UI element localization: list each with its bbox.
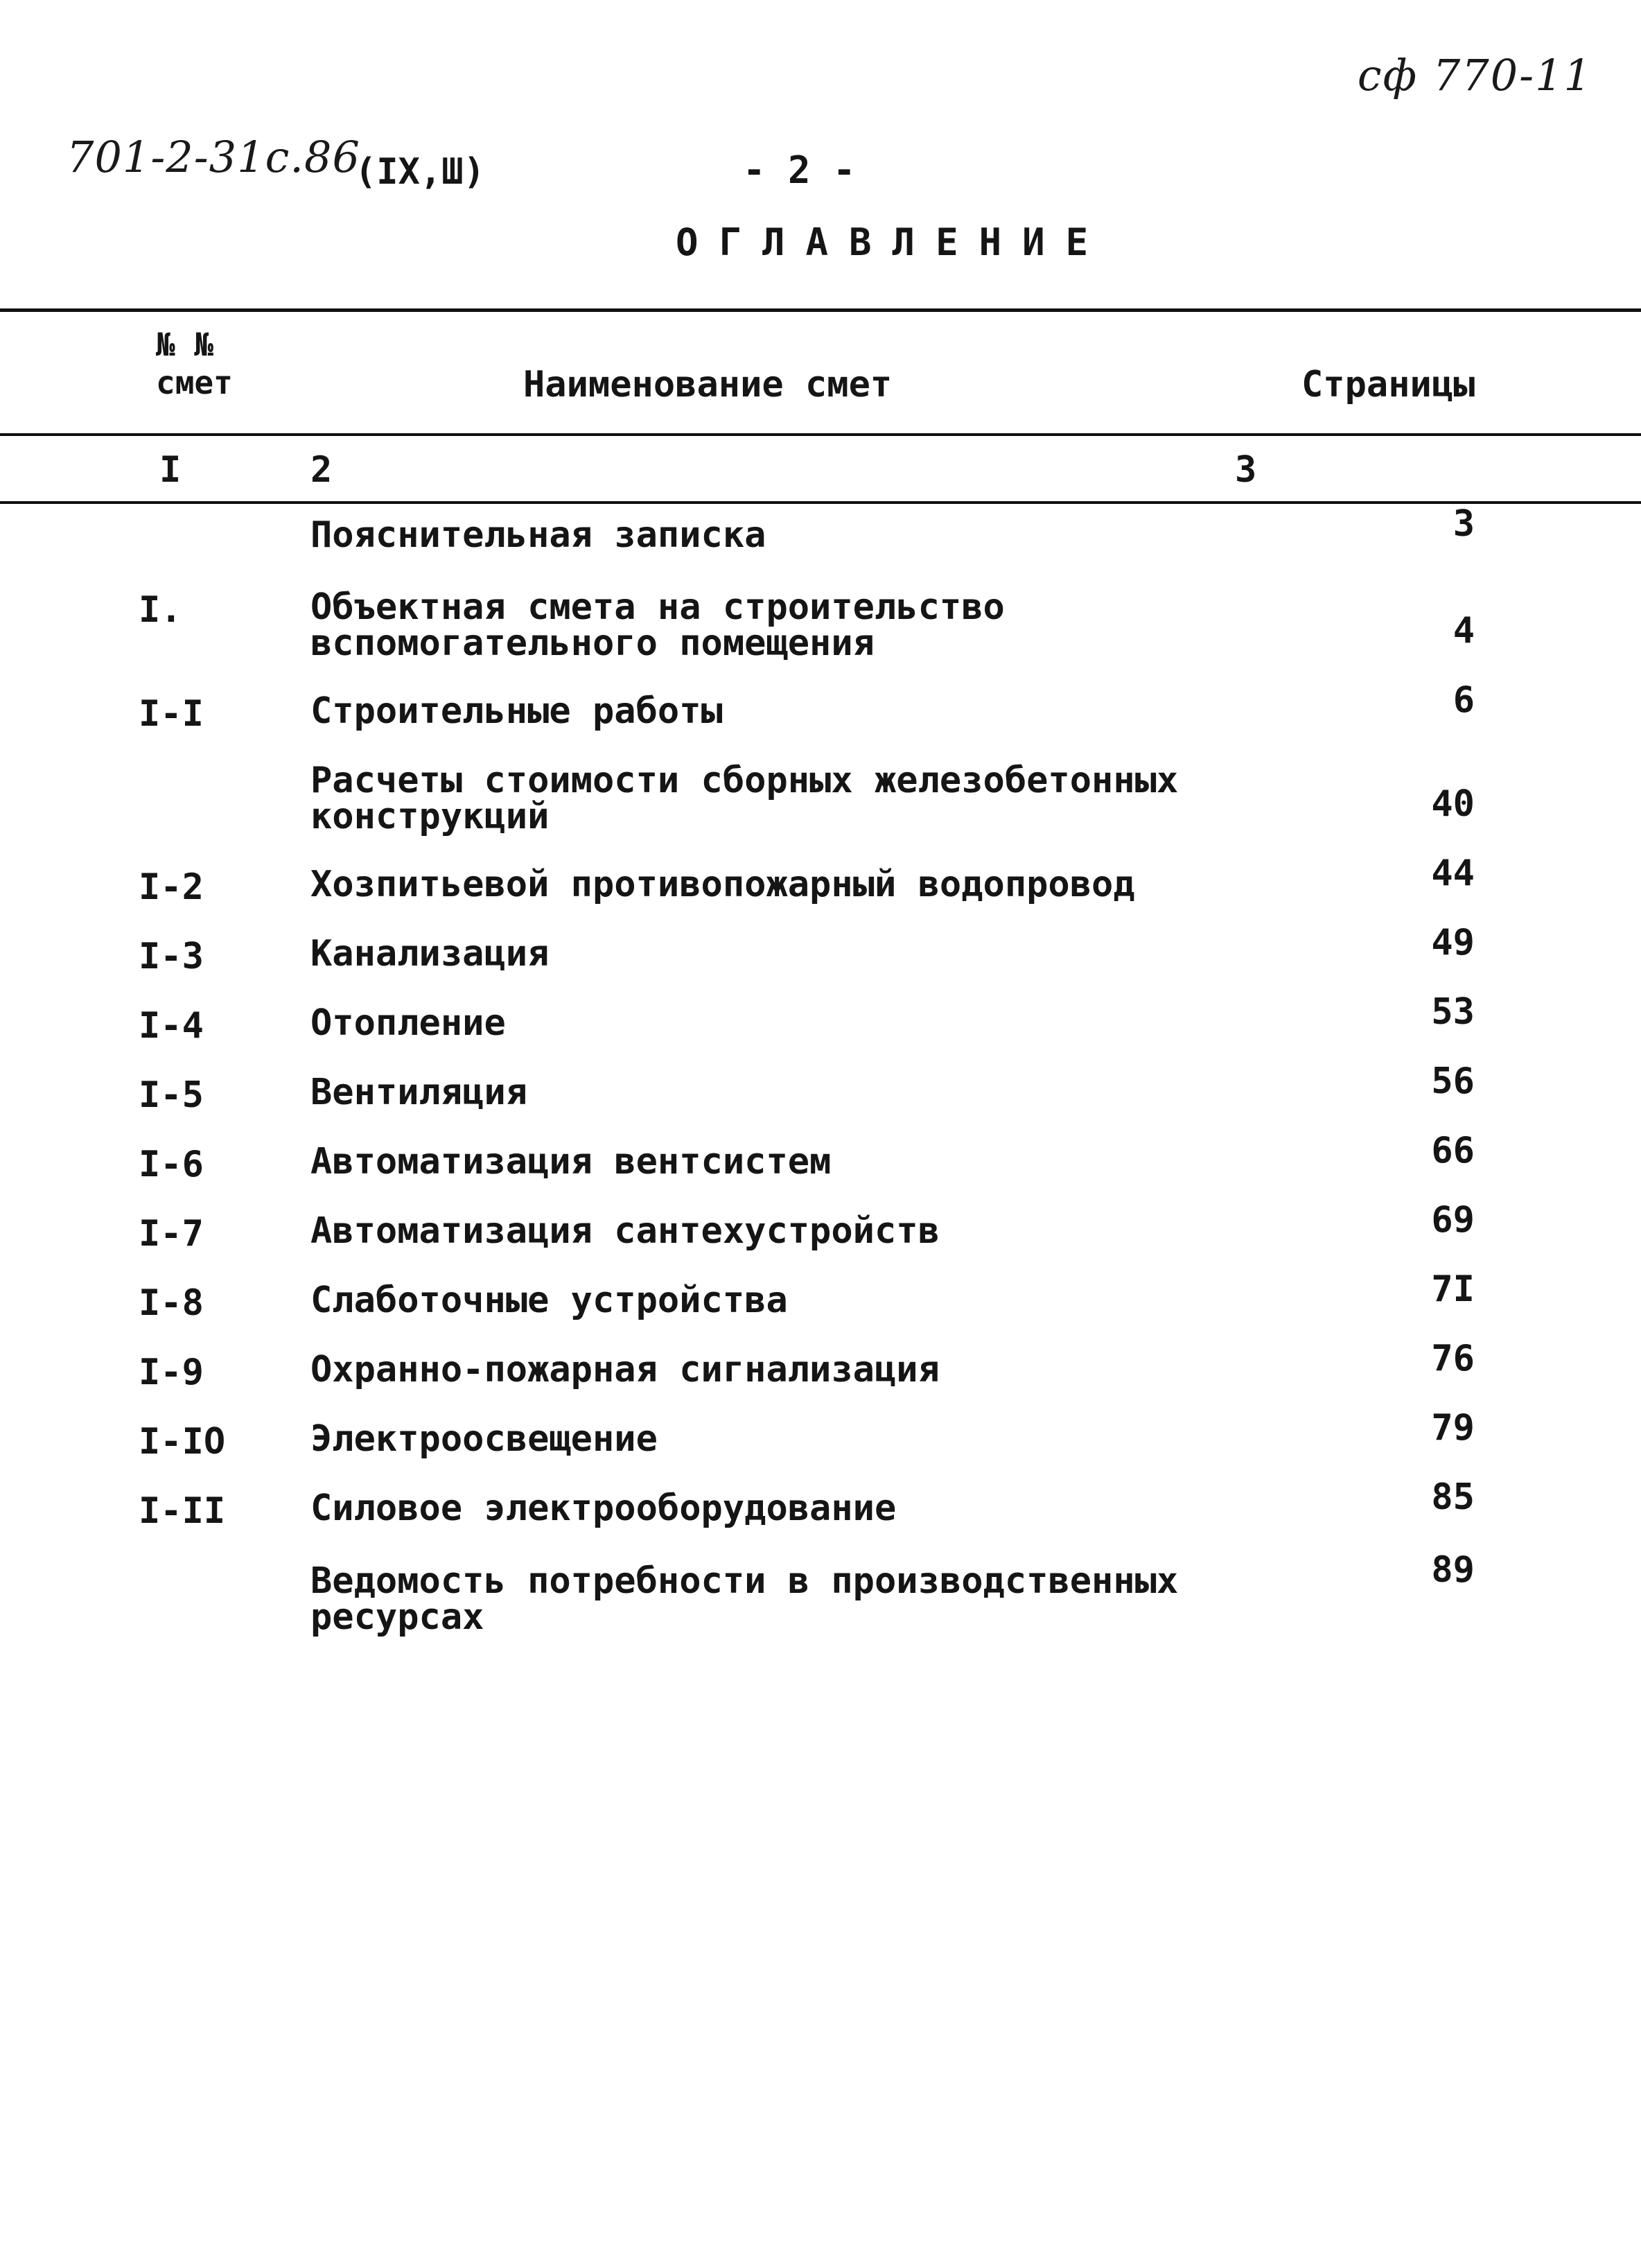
row-page: 49 (1431, 922, 1475, 963)
project-number-stamp: 701-2-31с.86 (67, 132, 360, 182)
row-page: 6 (1453, 679, 1475, 721)
row-page: 7I (1431, 1268, 1475, 1310)
row-code: I-4 (139, 1005, 204, 1047)
header-name: Наименование смет (523, 364, 893, 405)
row-page: 53 (1431, 991, 1475, 1033)
document-code-stamp: сф 770-11 (1357, 50, 1592, 101)
row-name: Канализация (310, 933, 550, 975)
row-name: Охранно-пожарная сигнализация (310, 1349, 940, 1390)
column-number: 2 (310, 449, 333, 491)
row-page: 79 (1431, 1407, 1475, 1449)
row-name: Электроосвещение (310, 1418, 658, 1460)
row-name: Хозпитьевой противопожарный водопровод (310, 864, 1135, 905)
row-code: I-6 (139, 1144, 204, 1185)
table-top-rule (0, 308, 1641, 312)
row-code: I-2 (139, 866, 204, 908)
column-numbers-rule (0, 501, 1641, 504)
header-pages: Страницы (1301, 364, 1475, 405)
row-code: I-7 (139, 1213, 204, 1255)
row-code: I-8 (139, 1282, 204, 1324)
row-code: I-5 (139, 1074, 204, 1116)
row-name: Пояснительная записка (310, 514, 766, 556)
row-name: Автоматизация сантехустройств (310, 1210, 940, 1252)
row-code: I-IO (139, 1421, 226, 1463)
row-name: Автоматизация вентсистем (310, 1141, 832, 1183)
row-name: Расчеты стоимости сборных железобетонных конструкций (310, 760, 1179, 837)
column-number: 3 (1235, 449, 1257, 491)
row-page: 40 (1431, 783, 1475, 825)
row-name: Строительные работы (310, 690, 723, 732)
row-page: 76 (1431, 1338, 1475, 1379)
row-name: Вентиляция (310, 1072, 528, 1113)
page-number: - 2 - (743, 148, 856, 192)
page-title: ОГЛАВЛЕНИЕ (676, 220, 1109, 264)
row-name: Ведомость потребности в производственных ресурсах (310, 1560, 1179, 1638)
header-bottom-rule (0, 433, 1641, 436)
row-name: Слаботочные устройства (310, 1280, 788, 1321)
header-number-label: смет (156, 364, 233, 401)
row-page: 4 (1453, 610, 1475, 652)
row-name: Объектная смета на строительство вспомогательного помещения (310, 586, 1005, 664)
row-name: Отопление (310, 1002, 506, 1044)
row-page: 69 (1431, 1199, 1475, 1241)
row-code: I-9 (139, 1352, 204, 1393)
row-code: I-3 (139, 936, 204, 977)
row-page: 3 (1453, 503, 1475, 545)
row-page: 66 (1431, 1130, 1475, 1171)
row-page: 44 (1431, 853, 1475, 894)
row-code: I-I (139, 693, 204, 735)
row-name: Силовое электрооборудование (310, 1488, 897, 1529)
series-label: (IX,Ш) (355, 151, 485, 193)
header-number-symbol: № № (156, 326, 214, 363)
row-page: 85 (1431, 1476, 1475, 1518)
row-code: I-II (139, 1490, 226, 1532)
row-page: 89 (1431, 1549, 1475, 1591)
row-code: I. (139, 589, 182, 631)
row-page: 56 (1431, 1061, 1475, 1102)
column-number: I (159, 449, 182, 491)
